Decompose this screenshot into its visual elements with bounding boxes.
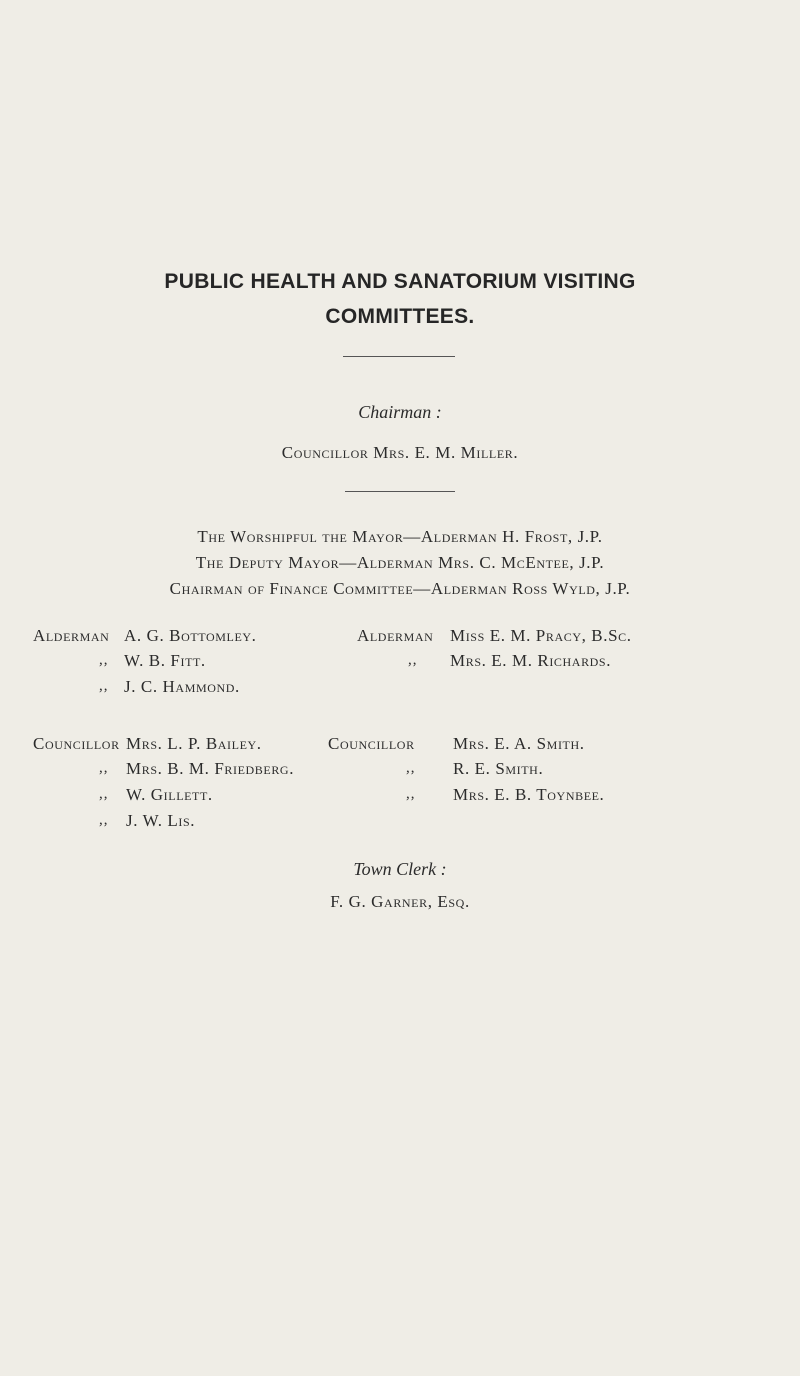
town-clerk-name: F. G. Garner, Esq.	[330, 892, 470, 911]
ditto-mark: ,,	[99, 652, 109, 668]
councillor-left-4: J. W. Lis.	[126, 811, 196, 830]
divider-top	[343, 356, 455, 357]
councillors-title-left: Councillor	[33, 734, 120, 753]
divider-middle	[345, 491, 455, 492]
ditto-mark: ,,	[99, 786, 109, 802]
councillor-left-2: Mrs. B. M. Friedberg.	[126, 759, 295, 778]
ditto-mark: ,,	[408, 652, 418, 668]
alderman-left-2: W. B. Fitt.	[124, 651, 206, 670]
councillor-right-3: Mrs. E. B. Toynbee.	[453, 785, 605, 804]
page-title-line-2: COMMITTEES.	[325, 305, 475, 328]
page-title-line-1: PUBLIC HEALTH AND SANATORIUM VISITING	[164, 270, 636, 293]
councillors-title-right: Councillor	[328, 734, 415, 753]
councillor-right-2: R. E. Smith.	[453, 759, 544, 778]
ditto-mark: ,,	[99, 760, 109, 776]
councillor-right-1: Mrs. E. A. Smith.	[453, 734, 585, 753]
ditto-mark: ,,	[406, 786, 416, 802]
councillor-left-3: W. Gillett.	[126, 785, 213, 804]
official-finance-chairman: Chairman of Finance Committee—Alderman Ross Wyld, J.P.	[169, 579, 631, 598]
ditto-mark: ,,	[99, 812, 109, 828]
chairman-heading: Chairman :	[358, 402, 442, 422]
official-mayor: The Worshipful the Mayor—Alderman H. Frost, J.P.	[197, 527, 603, 546]
aldermen-title-left: Alderman	[33, 626, 110, 645]
chairman-name: Councillor Mrs. E. M. Miller.	[281, 443, 519, 462]
alderman-right-2: Mrs. E. M. Richards.	[450, 651, 612, 670]
alderman-right-1: Miss E. M. Pracy, B.Sc.	[450, 626, 632, 645]
official-deputy-mayor: The Deputy Mayor—Alderman Mrs. C. McEntee, J.P.	[195, 553, 605, 572]
alderman-left-3: J. C. Hammond.	[124, 677, 240, 696]
ditto-mark: ,,	[406, 760, 416, 776]
councillor-left-1: Mrs. L. P. Bailey.	[126, 734, 262, 753]
alderman-left-1: A. G. Bottomley.	[124, 626, 257, 645]
ditto-mark: ,,	[99, 678, 109, 694]
aldermen-title-right: Alderman	[357, 626, 434, 645]
town-clerk-heading: Town Clerk :	[353, 859, 447, 879]
